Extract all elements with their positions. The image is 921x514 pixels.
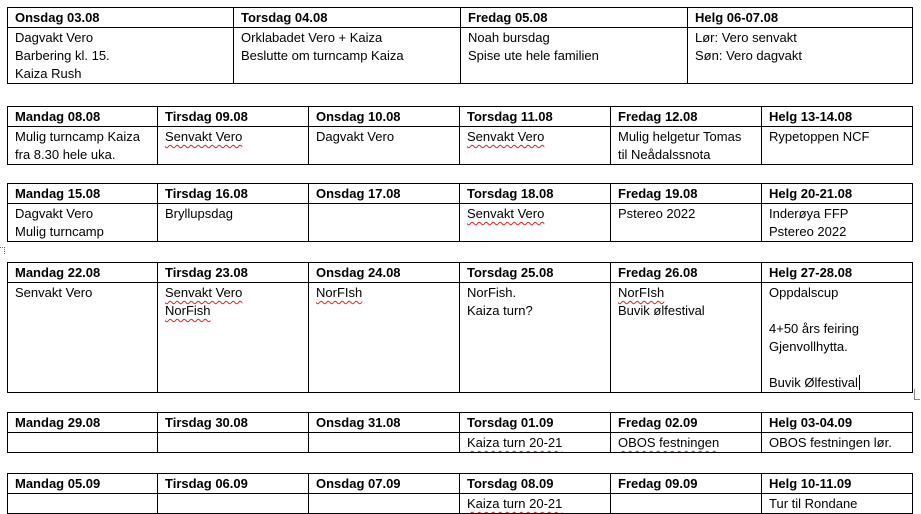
day-cell[interactable] <box>158 494 309 514</box>
day-header[interactable]: Tirsdag 23.08 <box>158 263 309 283</box>
day-header[interactable]: Tirsdag 09.08 <box>158 107 309 127</box>
day-header[interactable]: Fredag 12.08 <box>611 107 762 127</box>
day-header[interactable]: Onsdag 07.09 <box>309 474 460 494</box>
entry-line: Barbering kl. 15. <box>15 48 110 63</box>
day-cell[interactable] <box>234 28 461 84</box>
day-header[interactable]: Torsdag 25.08 <box>460 263 611 283</box>
day-cell[interactable] <box>762 433 913 453</box>
day-header[interactable]: Onsdag 31.08 <box>309 413 460 433</box>
week-table-6 <box>7 473 913 514</box>
day-header[interactable]: Helg 03-04.09 <box>762 413 913 433</box>
day-cell[interactable] <box>611 204 762 242</box>
entry-line: NorFish. <box>467 285 517 300</box>
day-header[interactable]: Fredag 02.09 <box>611 413 762 433</box>
entry-line: Pstereo 2022 <box>618 206 696 221</box>
entry-line: Lør: Vero senvakt <box>695 30 797 45</box>
day-cell[interactable] <box>460 283 611 393</box>
entry-line: Kaiza turn 20-21 <box>467 496 563 511</box>
day-header[interactable]: Torsdag 11.08 <box>460 107 611 127</box>
entry-line: Rypetoppen NCF <box>769 129 870 144</box>
entry-line: Beslutte om turncamp Kaiza <box>241 48 404 63</box>
day-cell[interactable] <box>460 127 611 165</box>
entry-line: til Neådalssnota <box>618 147 711 162</box>
day-cell[interactable] <box>309 204 460 242</box>
day-header[interactable]: Torsdag 01.09 <box>460 413 611 433</box>
day-header[interactable]: Onsdag 24.08 <box>309 263 460 283</box>
day-cell[interactable] <box>309 494 460 514</box>
entry-line: Senvakt Vero <box>467 206 545 221</box>
day-cell[interactable] <box>8 283 158 393</box>
day-cell[interactable] <box>158 127 309 165</box>
entry-line: Dagvakt Vero <box>316 129 395 144</box>
entry-line: Dagvakt Vero <box>15 206 94 221</box>
day-cell[interactable] <box>8 204 158 242</box>
entry-line: NorFish <box>165 303 211 318</box>
day-header[interactable]: Mandag 05.09 <box>8 474 158 494</box>
day-header[interactable]: Mandag 08.08 <box>8 107 158 127</box>
day-cell[interactable] <box>460 433 611 453</box>
day-cell[interactable] <box>611 433 762 453</box>
day-header[interactable]: Onsdag 17.08 <box>309 184 460 204</box>
entry-line: Inderøya FFP <box>769 206 849 221</box>
day-cell[interactable] <box>309 283 460 393</box>
entry-line: fra 8.30 hele uka. <box>15 147 116 162</box>
day-cell[interactable] <box>611 494 762 514</box>
text-cursor <box>859 375 860 390</box>
entry-line: Buvik Ølfestival <box>769 375 858 390</box>
day-header[interactable]: Torsdag 04.08 <box>234 8 461 28</box>
day-header[interactable]: Helg 20-21.08 <box>762 184 913 204</box>
day-cell[interactable] <box>762 127 913 165</box>
entry-line: OBOS festningen <box>618 435 720 450</box>
day-header[interactable]: Fredag 05.08 <box>461 8 688 28</box>
day-header[interactable]: Tirsdag 16.08 <box>158 184 309 204</box>
day-cell[interactable] <box>688 28 913 84</box>
day-cell[interactable] <box>460 494 611 514</box>
week-table-5 <box>7 412 913 453</box>
entry-line: Senvakt Vero <box>467 129 545 144</box>
day-header[interactable]: Helg 06-07.08 <box>688 8 913 28</box>
day-cell[interactable] <box>309 127 460 165</box>
day-cell[interactable] <box>611 283 762 393</box>
week-table-1 <box>7 7 913 84</box>
day-cell[interactable] <box>762 283 913 393</box>
day-header[interactable]: Onsdag 03.08 <box>8 8 234 28</box>
entry-line: Senvakt Vero <box>165 129 243 144</box>
day-cell[interactable] <box>460 204 611 242</box>
day-cell[interactable] <box>762 494 913 514</box>
day-cell[interactable] <box>158 283 309 393</box>
day-header[interactable]: Fredag 09.09 <box>611 474 762 494</box>
day-header[interactable]: Onsdag 10.08 <box>309 107 460 127</box>
entry-line: Bryllupsdag <box>165 206 233 221</box>
entry-line: Senvakt Vero <box>15 285 93 300</box>
entry-line: 4+50 års feiring <box>769 321 859 336</box>
entry-line: Mulig helgetur Tomas <box>618 129 742 144</box>
entry-line: Spise ute hele familien <box>468 48 599 63</box>
entry-line: Kaiza Rush <box>15 66 82 81</box>
day-header[interactable]: Torsdag 18.08 <box>460 184 611 204</box>
day-header[interactable]: Helg 27-28.08 <box>762 263 913 283</box>
day-header[interactable]: Fredag 19.08 <box>611 184 762 204</box>
entry-line: OBOS festningen lør. <box>769 435 892 450</box>
entry-line: Dagvakt Vero <box>15 30 94 45</box>
day-header[interactable]: Helg 13-14.08 <box>762 107 913 127</box>
day-header[interactable]: Helg 10-11.09 <box>762 474 913 494</box>
entry-line: Noah bursdag <box>468 30 550 45</box>
day-header[interactable]: Torsdag 08.09 <box>460 474 611 494</box>
entry-line: Buvik ølfestival <box>618 303 705 318</box>
entry-line: Oppdalscup <box>769 285 839 300</box>
week-table-3 <box>7 183 913 242</box>
week-table-2 <box>7 106 913 165</box>
day-header[interactable]: Tirsdag 30.08 <box>158 413 309 433</box>
entry-line: NorFIsh <box>316 285 363 300</box>
day-cell[interactable] <box>611 127 762 165</box>
day-header[interactable]: Mandag 15.08 <box>8 184 158 204</box>
day-cell[interactable] <box>8 28 234 84</box>
entry-line: Søn: Vero dagvakt <box>695 48 802 63</box>
day-cell[interactable] <box>8 494 158 514</box>
table-move-handle[interactable] <box>0 247 5 254</box>
day-cell[interactable] <box>461 28 688 84</box>
day-cell[interactable] <box>309 433 460 453</box>
day-header[interactable]: Fredag 26.08 <box>611 263 762 283</box>
day-cell[interactable] <box>762 204 913 242</box>
day-header[interactable]: Tirsdag 06.09 <box>158 474 309 494</box>
entry-line: Gjenvollhytta. <box>769 339 848 354</box>
week-table-4 <box>7 262 913 393</box>
entry-line: Kaiza turn 20-21 <box>467 435 563 450</box>
entry-line: Kaiza turn? <box>467 303 533 318</box>
entry-line: Tur til Rondane <box>769 496 858 511</box>
entry-line: Pstereo 2022 <box>769 224 847 239</box>
day-cell[interactable] <box>8 127 158 165</box>
margin-corner-mark <box>914 389 920 400</box>
entry-line: NorFIsh <box>618 285 665 300</box>
entry-line-with-cursor[interactable] <box>769 374 905 392</box>
day-header[interactable]: Mandag 29.08 <box>8 413 158 433</box>
day-cell[interactable] <box>8 433 158 453</box>
day-cell[interactable] <box>158 204 309 242</box>
day-header[interactable]: Mandag 22.08 <box>8 263 158 283</box>
entry-line: Senvakt Vero <box>165 285 243 300</box>
day-cell[interactable] <box>158 433 309 453</box>
entry-line: Mulig turncamp <box>15 224 104 239</box>
entry-line: Mulig turncamp Kaiza <box>15 129 140 144</box>
entry-line: Orklabadet Vero + Kaiza <box>241 30 383 45</box>
